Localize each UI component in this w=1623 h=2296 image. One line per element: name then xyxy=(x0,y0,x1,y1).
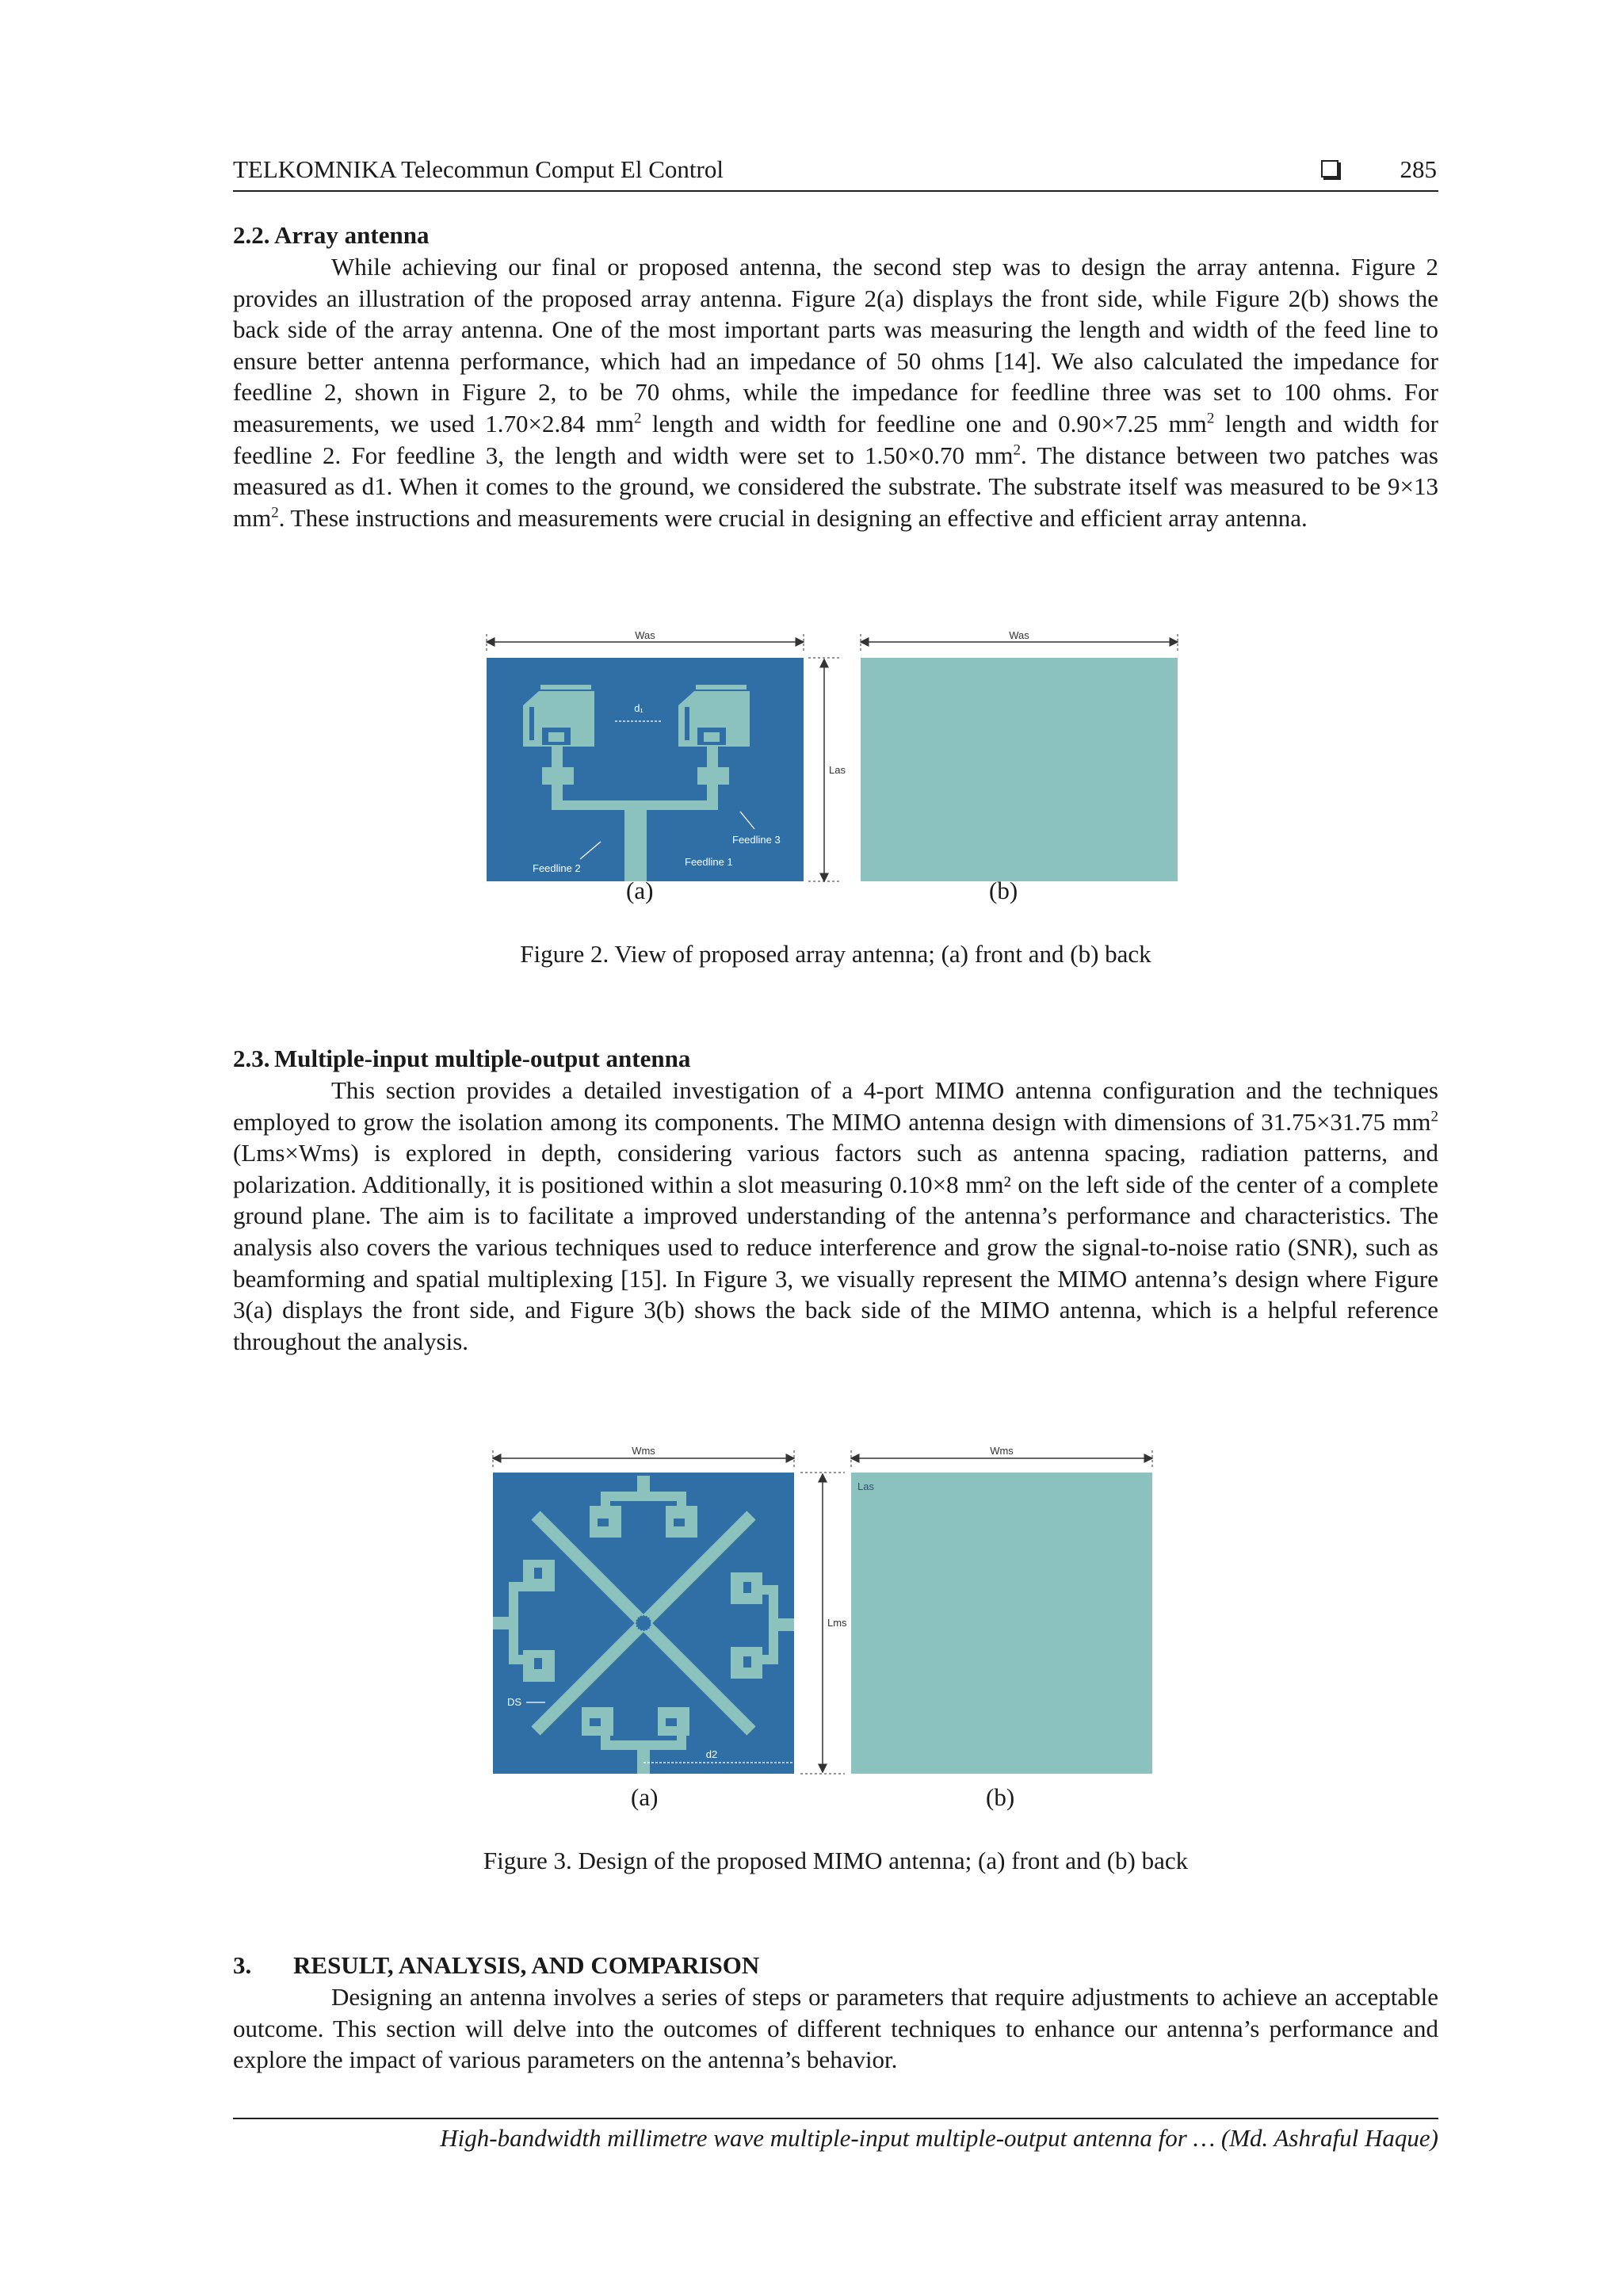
section-heading xyxy=(233,1043,1438,1075)
figure-2-sublabel-b: (b) xyxy=(989,877,1018,904)
section-number: 3. xyxy=(233,1951,252,1979)
section-title: Multiple-input multiple-output antenna xyxy=(274,1045,691,1072)
section-paragraph: This section provides a detailed investigation of a 4-port MIMO antenna configuration and the techniques employed to grow the isolation among its components. The MIMO antenna design with dimensions of 31.75×31.75 $mm^2$ (Lms×Wms) is explored in depth, considering various factors such as antenna spacing, radiation patterns, and polarization. Additionally, it is positioned within a slot measuring 0.10×8 mm² on the left side of the center of a complete ground plane. The aim is to facilitate a improved understanding of the antenna’s performance and characteristics. The analysis also covers the various techniques used to reduce interference and grow the signal-to-noise ratio (SNR), such as beamforming and spatial multiplexing [15]. In Figure 3, we visually represent the MIMO antenna’s design where Figure 3(a) displays the front side, and Figure 3(b) shows the back side of the MIMO antenna, which is a helpful reference throughout the analysis. xyxy=(233,1076,1438,1355)
section-2-3 xyxy=(233,1043,1438,1357)
running-footer: High-bandwidth millimetre wave multiple-input multiple-output antenna for … (Md. Ashraful Haque) xyxy=(233,2118,1438,2153)
section-3 xyxy=(233,1950,1438,2076)
lms-label: Lms xyxy=(827,1617,847,1629)
feedline2-label: Feedline 2 xyxy=(533,862,581,874)
d1-label: d₁ xyxy=(634,702,643,714)
figure-3-caption: Figure 3. Design of the proposed MIMO antenna; (a) front and (b) back xyxy=(483,1847,1189,1874)
section-heading xyxy=(233,220,1438,251)
section-title: RESULT, ANALYSIS, AND COMPARISON xyxy=(293,1951,760,1979)
array-ground-back xyxy=(861,658,1178,881)
section-paragraph: Designing an antenna involves a series of steps or parameters that require adjustments to achieve an acceptable outcome. This section will delve into the outcomes of different techniques to enhance our antenna’s performance and explore the impact of various parameters on the antenna’s behavior. xyxy=(233,1983,1438,2074)
wms-label-front: Wms xyxy=(632,1445,655,1457)
figure-3-sublabel-b: (b) xyxy=(986,1783,1015,1811)
page-number: 285 xyxy=(1400,155,1437,183)
was-label-front: Was xyxy=(635,629,655,641)
journal-name: TELKOMNIKA Telecommun Comput El Control xyxy=(233,155,724,183)
section-heading xyxy=(233,1950,1438,1981)
running-header xyxy=(233,155,1438,192)
wms-label-back: Wms xyxy=(990,1445,1014,1457)
figure-2-graphic xyxy=(475,628,1189,897)
was-label-back: Was xyxy=(1009,629,1029,641)
feedline1-label: Feedline 1 xyxy=(685,856,733,868)
section-number: 2.2. xyxy=(233,221,270,249)
section-paragraph: While achieving our final or proposed antenna, the second step was to design the array antenna. Figure 2 provides an illustration of the proposed array antenna. Figure 2(a) displays the front side, while Figure 2(b) shows the back side of the array antenna. One of the most important parts was measuring the length and width of the feed line to ensure better antenna performance, which had an impedance of 50 ohms [14]. We also calculated the impedance for feedline 2, shown in Figure 2, to be 70 ohms, while the impedance for feedline three was set to 100 ohms. For measurements, we used 1.70×2.84 $mm^2$ length and width for feedline one and 0.90×7.25 $mm^2$ length and width for feedline 2. For feedline 3, the length and width were set to 1.50×0.70 $mm^2$. The distance between two patches was measured as d1. When it comes to the ground, we considered the substrate. The substrate itself was measured to be 9×13 $mm^2$. These instructions and measurements were crucial in designing an effective and efficient array antenna. xyxy=(233,253,1438,532)
figure-3-sublabel-a: (a) xyxy=(631,1783,659,1811)
las-label-back: Las xyxy=(857,1480,874,1492)
feedline3-label: Feedline 3 xyxy=(732,834,781,846)
figure-2-sublabel-a: (a) xyxy=(626,877,654,904)
d2-label: d2 xyxy=(705,1748,718,1760)
mimo-ground-back xyxy=(851,1473,1152,1774)
section-title: Array antenna xyxy=(274,221,430,249)
figure-2-caption: Figure 2. View of proposed array antenna; (a) front and (b) back xyxy=(520,940,1151,968)
ds-label: DS xyxy=(507,1696,522,1708)
figure-3-graphic xyxy=(482,1442,1179,1791)
section-number: 2.3. xyxy=(233,1045,270,1072)
square-bullet-icon xyxy=(1321,160,1338,178)
section-2-2 xyxy=(233,220,1438,533)
las-label: Las xyxy=(829,764,846,776)
